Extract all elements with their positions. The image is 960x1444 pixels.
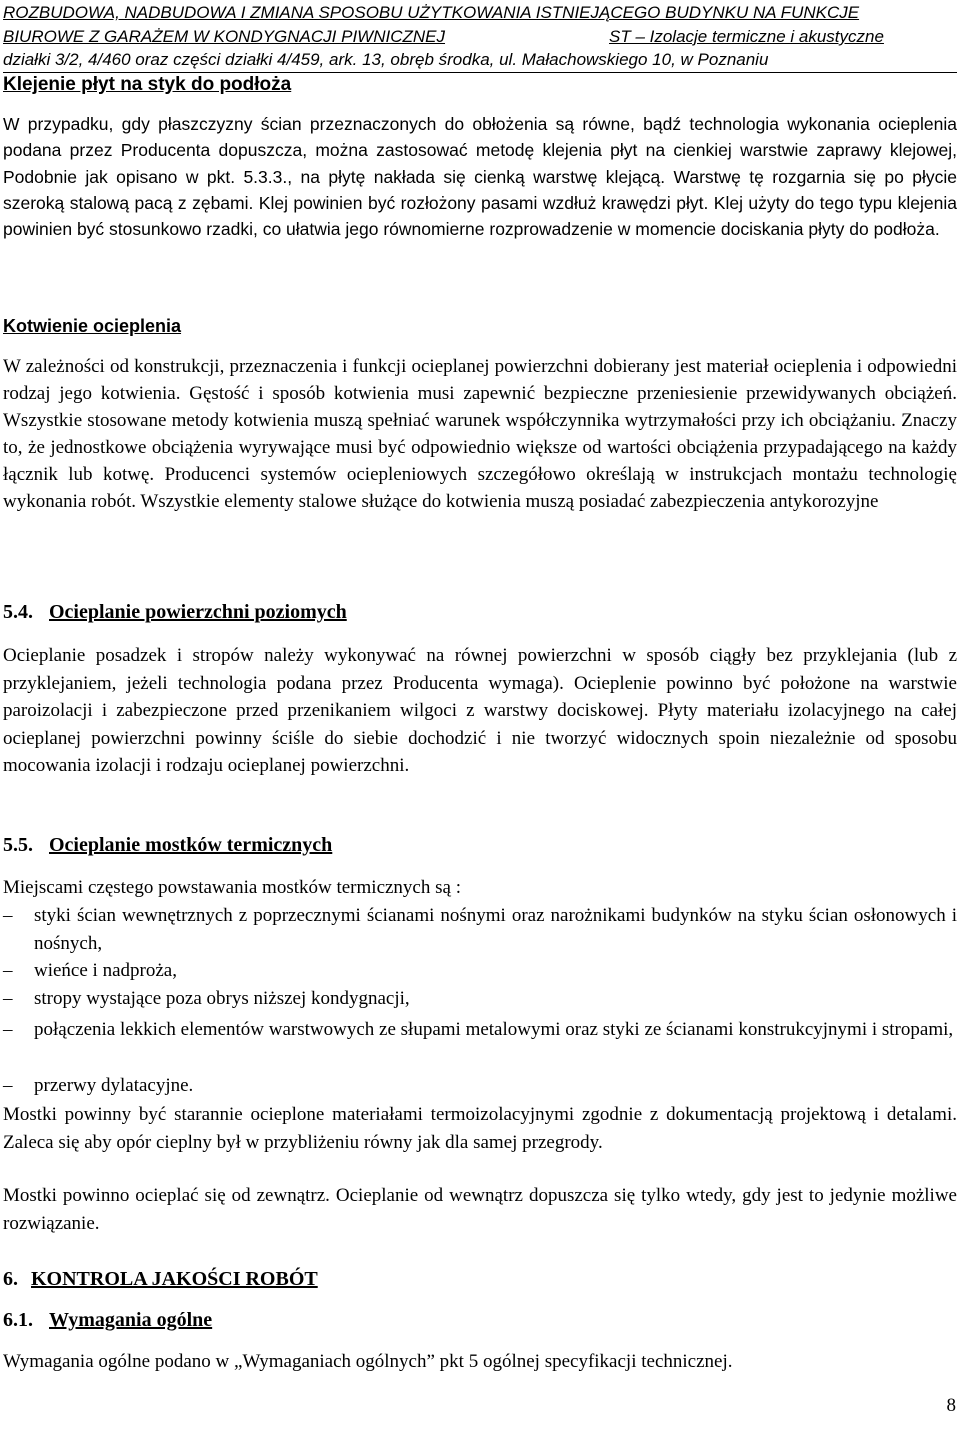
section-heading-6 [3, 1265, 318, 1293]
list-item [3, 1016, 957, 1044]
header-spec-name: ST – Izolacje termiczne i akustyczne [609, 27, 884, 46]
dash-bullet: – [3, 1075, 13, 1096]
list-item-text: przerwy dylatacyjne. [34, 1075, 194, 1096]
header-line-1 [3, 2, 957, 24]
header-title-continued: BIUROWE Z GARAŻEM W KONDYGNACJI PIWNICZNEJ [3, 27, 446, 46]
dash-bullet: – [3, 905, 13, 926]
list-item-text: stropy wystające poza obrys niższej kondygnacji, [34, 988, 410, 1009]
header-line-3 [3, 49, 957, 73]
section-number: 5.5. [3, 834, 33, 856]
section-title: KONTROLA JAKOŚCI ROBÓT [31, 1268, 318, 1290]
list-item [3, 1072, 957, 1100]
paragraph-5-5-intro: Miejscami częstego powstawania mostków termicznych są : [3, 877, 461, 898]
dash-bullet: – [3, 988, 13, 1009]
section-number: 5.4. [3, 601, 33, 623]
subsection-heading-kotwienie [3, 313, 181, 339]
section-number: 6. [3, 1268, 18, 1290]
paragraph-5-5-mostki-2: Mostki powinno ocieplać się od zewnątrz. Ocieplanie od wewnątrz dopuszcza się tylko wtedy, gdy jest to jedynie możliwe rozwiązanie. [3, 1185, 957, 1234]
paragraph-5-4: Ocieplanie posadzek i stropów należy wykonywać na równej powierzchni w sposób ciągły bez przyklejania (lub z przyklejaniem, jeżeli technologia podana przez Producenta wymaga). Ocieplenie powinno być położone na warstwie paroizolacji i zabezpieczone przed przenikaniem wilgoci z warstwy dociskowej. Płyty materiału izolacyjnego na całej ocieplanej powierzchni powinny ściśle do siebie dochodzić i nie tworzyć widocznych spoin niezależnie od sposobu mocowania izolacji i rodzaju ocieplanej powierzchni. [3, 645, 957, 776]
paragraph-kotwienie: W zależności od konstrukcji, przeznaczenia i funkcji ocieplanej powierzchni dobierany jest materiał ocieplenia i odpowiedni rodzaj jego kotwienia. Gęstość i sposób kotwienia musi zapewnić bezpieczne przeniesienie przewidywanych obciążeń. Wszystkie stosowane metody kotwienia muszą spełniać warunek współczynnika wytrzymałości przy ich obciążaniu. Znaczy to, że jednostkowe obciążenia wyrywające musi być odpowiednio większe od wartości obciążenia przypadającego na każdy łącznik lub kotwę. Producenci systemów ociepleniowych szczegółowo określają w instrukcjach montażu technologię wykonania robót. Wszystkie elementy stalowe służące do kotwienia muszą posiadać zabezpieczenia antykorozyjne [3, 356, 957, 512]
paragraph-klejenie: W przypadku, gdy płaszczyzny ścian przeznaczonych do obłożenia są równe, bądź technologia wykonania ocieplenia podana przez Producenta dopuszcza, można zastosować metodę klejenia płyt na cienkiej warstwie zaprawy klejowej, Podobnie jak opisano w pkt. 5.3.3., na płytę nakłada się cienką warstwę klejącą. Warstwę tę rozgarnia się po płycie szeroką stalową pacą z zębami. Klej powinien być rozłożony pasami wzdłuż krawędzi płyt. Klej użyty do tego typu klejenia powinien być stosunkowo rzadki, co ułatwia jego równomierne rozprowadzenie w momencie dociskania płyty do podłoża. [3, 114, 957, 240]
list-item-text: połączenia lekkich elementów warstwowych ze słupami metalowymi oraz styki ze ścianami konstrukcyjnymi i stropami, [34, 1019, 954, 1040]
page-number: 8 [946, 1395, 956, 1416]
dash-bullet: – [3, 1019, 13, 1040]
list-item [3, 902, 957, 957]
list-item-text: styki ścian wewnętrznych z poprzecznymi ścianami nośnymi oraz narożnikami budynków na styku ścian osłonowych i nośnych, [34, 905, 957, 954]
section-title: Ocieplanie powierzchni poziomych [49, 601, 347, 623]
list-item-text: wieńce i nadproża, [34, 960, 177, 981]
section-title: Wymagania ogólne [49, 1309, 213, 1331]
section-heading-5-4 [3, 598, 347, 626]
header-line-2 [3, 26, 957, 48]
kotwienie-heading-text: Kotwienie ocieplenia [3, 316, 182, 336]
section-heading-5-5 [3, 831, 332, 859]
list-item [3, 985, 957, 1013]
header-title-text: ROZBUDOWA, NADBUDOWA I ZMIANA SPOSOBU UŻYTKOWANIA ISTNIEJĄCEGO BUDYNKU NA FUNKCJE [3, 3, 860, 22]
section-number: 6.1. [3, 1309, 33, 1331]
header-location: działki 3/2, 4/460 oraz części działki 4/459, ark. 13, obręb środka, ul. Małachowskiego 10, w Poznaniu [3, 50, 769, 69]
subsection-heading-klejenie: Klejenie płyt na styk do podłoża [3, 74, 292, 95]
paragraph-5-5-mostki-1: Mostki powinny być starannie ocieplone materiałami termoizolacyjnymi zgodnie z dokumentacją projektową i detalami. Zaleca się aby opór cieplny był w przybliżeniu równy jak dla samej przegrody. [3, 1104, 957, 1153]
list-item [3, 957, 957, 985]
dash-bullet: – [3, 960, 13, 981]
section-title: Ocieplanie mostków termicznych [49, 834, 333, 856]
section-heading-6-1 [3, 1306, 212, 1334]
paragraph-6-1: Wymagania ogólne podano w „Wymaganiach ogólnych” pkt 5 ogólnej specyfikacji technicznej. [3, 1351, 733, 1372]
